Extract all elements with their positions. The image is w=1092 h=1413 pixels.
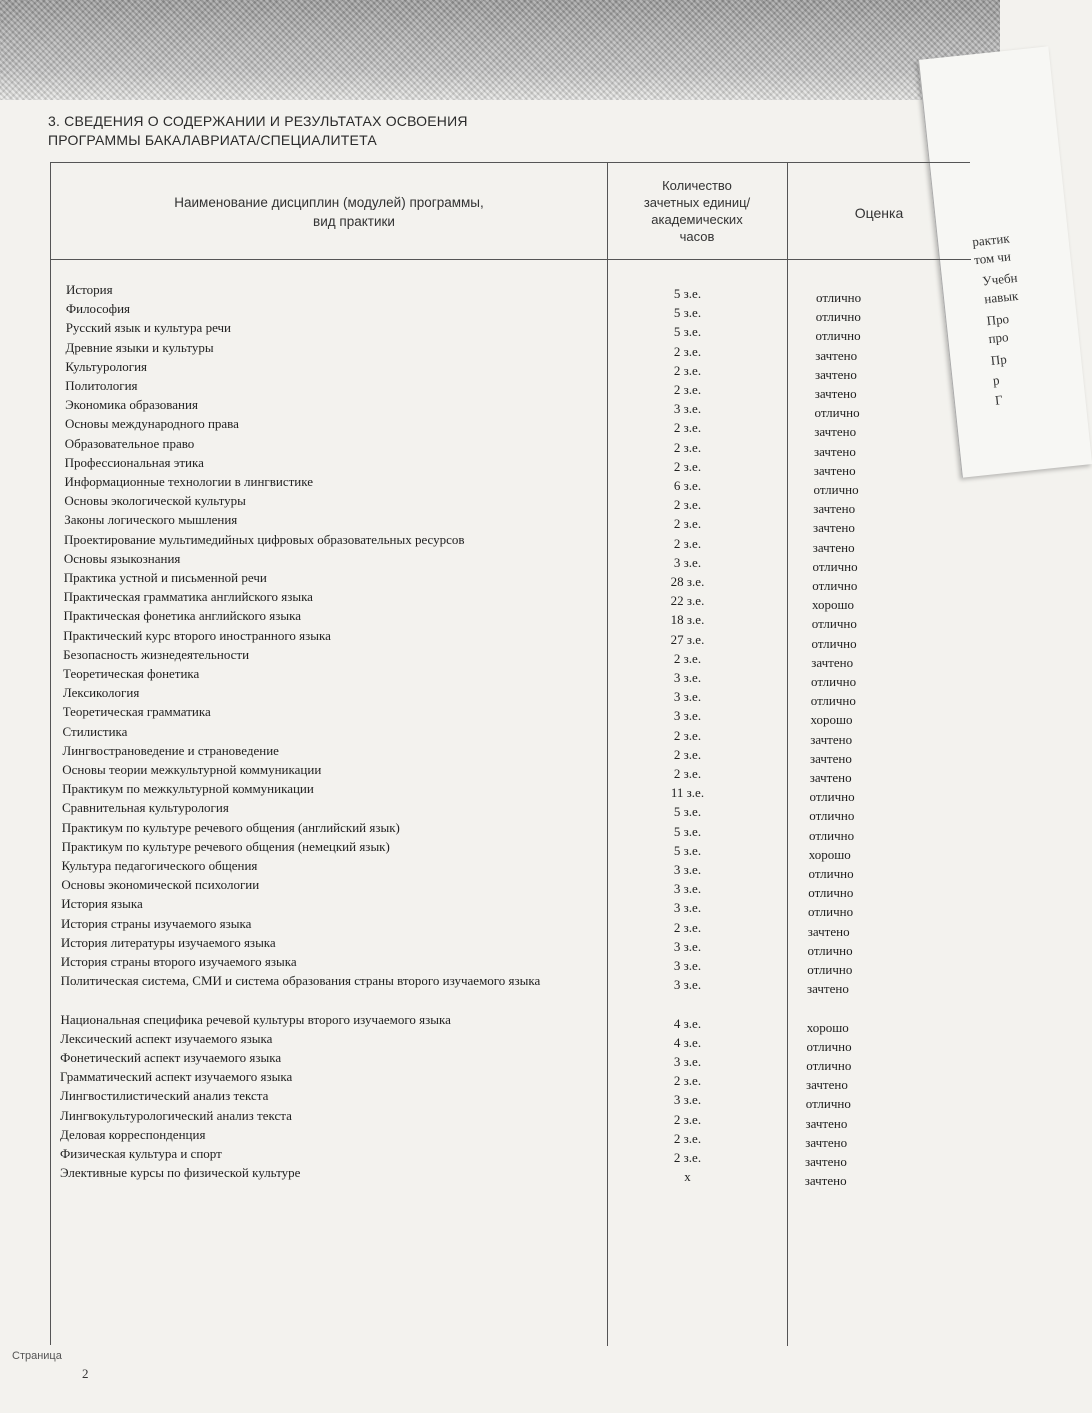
credit-units: 2 з.е. [673,746,702,762]
credit-units: 4 з.е. [673,1015,702,1031]
discipline-name: Сравнительная культурология [61,800,229,816]
grade: хорошо [808,846,851,862]
discipline-name: Практическая фонетика английского языка [63,608,302,624]
header-units-line1: Количество [662,178,732,193]
discipline-name: Практикум по культуре речевого общения (английский язык) [61,819,400,835]
grade: отлично [811,635,857,651]
grade: отлично [806,1038,852,1054]
grade: отлично [810,693,856,709]
discipline-name: Основы международного права [64,416,239,432]
credit-units: 22 з.е. [670,593,705,609]
credit-units: 3 з.е. [673,1092,702,1108]
discipline-name: Культура педагогического общения [61,858,258,873]
discipline-name: Основы теории межкультурной коммуникации [62,762,322,777]
credit-units: 5 з.е. [673,823,702,839]
credit-units: 2 з.е. [673,458,702,474]
credit-units: 2 з.е. [673,516,702,532]
section-title-line2: ПРОГРАММЫ БАКАЛАВРИАТА/СПЕЦИАЛИТЕТА [48,132,377,148]
side-paper-text: рактик [971,230,1011,250]
header-discipline-name [51,193,607,231]
header-name-line2: вид практики [313,214,395,229]
credit-units: 2 з.е. [673,343,702,359]
grade: отлично [805,1096,851,1112]
discipline-name: Деловая корреспонденция [60,1126,206,1142]
credit-units: x [684,1169,691,1185]
discipline-name: История страны второго изучаемого языка [60,954,297,969]
grade: отлично [807,942,853,958]
credit-units: 5 з.е. [673,305,702,321]
grade: отлично [815,328,861,344]
discipline-name: Лингвострановедение и страноведение [62,742,279,758]
discipline-name: Основы экономической психологии [61,877,260,893]
credit-units: 3 з.е. [673,977,702,993]
discipline-name: Политология [65,378,138,393]
discipline-name: Основы языкознания [63,550,181,566]
credit-units: 2 з.е. [673,1111,702,1127]
side-paper-text: Г [994,392,1004,408]
credit-units: 3 з.е. [673,708,702,724]
credit-units: 3 з.е. [673,689,702,705]
discipline-name: История страны изучаемого языка [61,915,252,931]
credit-units: 2 з.е. [673,919,702,935]
grade: отлично [813,482,859,497]
credit-units: 2 з.е. [673,535,702,551]
side-paper-text: том чи [973,248,1012,268]
header-name-line1: Наименование дисциплин (модулей) программы, [174,195,484,210]
credit-units: 5 з.е. [673,842,702,858]
grade: хорошо [806,1019,849,1035]
credit-units: 2 з.е. [673,362,702,378]
discipline-name: Русский язык и культура речи [65,320,232,336]
credit-units: 3 з.е. [673,554,702,570]
credit-units: 2 з.е. [673,420,702,436]
grade: отлично [807,962,853,977]
grade: зачтено [814,443,856,459]
discipline-name: Безопасность жизнедеятельности [63,646,250,662]
grade: зачтено [807,981,849,997]
grade: отлично [808,866,854,881]
credit-units: 5 з.е. [673,804,702,820]
grade: зачтено [807,923,850,939]
credit-units: 2 з.е. [673,439,702,455]
discipline-name: Профессиональная этика [64,454,204,470]
credit-units: 2 з.е. [673,1150,702,1165]
credit-units: 5 з.е. [673,286,702,301]
credit-units: 4 з.е. [673,1034,702,1050]
grade: зачтено [814,424,857,440]
credit-units: 2 з.е. [673,382,702,397]
discipline-name: Фонетический аспект изучаемого языка [60,1050,282,1065]
grade: хорошо [810,712,853,728]
grade: отлично [815,309,861,325]
discipline-name: Теоретическая грамматика [62,704,211,720]
grade: зачтено [814,386,857,401]
credit-units: 3 з.е. [673,1054,702,1069]
grade: отлично [808,904,854,920]
side-paper-text: навык [983,287,1019,307]
grade: зачтено [805,1134,848,1150]
credit-units: 2 з.е. [673,1130,702,1146]
discipline-name: Практический курс второго иностранного языка [63,627,331,643]
credit-units: 3 з.е. [673,670,702,685]
header-grade: Оценка [854,205,904,221]
discipline-name: Информационные технологии в лингвистике [64,474,313,489]
grade: отлично [816,290,862,305]
credit-units: 27 з.е. [670,631,705,647]
discipline-name: Практика устной и письменной речи [63,570,267,585]
credit-units: 2 з.е. [673,766,702,781]
discipline-name: Практическая грамматика английского языка [63,589,313,605]
discipline-name: Физическая культура и спорт [60,1146,222,1161]
grade: отлично [808,885,854,901]
grade: отлично [809,789,855,805]
grade: отлично [811,674,857,689]
section-title-line1: 3. СВЕДЕНИЯ О СОДЕРЖАНИИ И РЕЗУЛЬТАТАХ ОСВОЕНИЯ [48,113,468,129]
side-paper-text: про [987,329,1010,347]
page-number: 2 [82,1366,89,1381]
grade: зачтено [813,501,856,517]
grade: зачтено [811,654,854,670]
discipline-name: Теоретическая фонетика [63,666,200,681]
grade: зачтено [813,462,856,478]
discipline-name: Элективные курсы по физической культуре [60,1165,301,1181]
credit-units: 2 з.е. [673,497,702,513]
header-divider [51,259,971,260]
grade: отлично [812,558,858,574]
credit-units: 5 з.е. [673,324,702,340]
grade: зачтено [815,347,858,363]
discipline-name: Лексикология [62,685,140,701]
discipline-name: Лексический аспект изучаемого языка [60,1030,273,1046]
discipline-name: Экономика образования [65,397,198,413]
grade: зачтено [815,366,857,382]
grade: отлично [811,616,857,632]
discipline-name: Основы экологической культуры [64,493,246,509]
discipline-name: Философия [65,301,131,317]
header-units-line4: часов [679,229,715,244]
scan-noise-band [0,0,1000,100]
discipline-name: Древние языки и культуры [65,339,214,355]
grade: зачтено [810,750,852,766]
discipline-name: Практикум по межкультурной коммуникации [62,781,314,797]
discipline-name: История [66,282,113,297]
grade: зачтено [813,520,855,536]
grade: зачтено [805,1154,847,1169]
grade: зачтено [812,539,855,555]
discipline-name: Лингвостилистический анализ текста [60,1088,269,1104]
page-label: Страница [12,1350,62,1362]
discipline-name: Законы логического мышления [64,512,238,528]
discipline-name: Грамматический аспект изучаемого языка [60,1069,293,1085]
credit-units: 3 з.е. [673,881,702,897]
grade: зачтено [809,770,852,785]
discipline-name: История языка [61,896,143,912]
credit-units: 2 з.е. [673,650,702,666]
discipline-name: Культурология [65,358,148,374]
grade: хорошо [812,597,855,613]
credit-units: 2 з.е. [673,1073,702,1089]
credit-units: 3 з.е. [673,900,702,916]
grade: отлично [814,405,860,421]
credit-units: 2 з.е. [673,727,702,743]
side-paper-text: Учебн [981,269,1019,289]
credit-units: 28 з.е. [670,574,705,589]
side-paper-text: Пр [990,351,1008,368]
grade: зачтено [806,1077,848,1093]
credit-units: 3 з.е. [673,862,702,877]
credit-units: 18 з.е. [670,612,705,628]
credit-units: 6 з.е. [673,478,702,493]
side-paper-text: р [992,372,1001,388]
grade: зачтено [805,1115,848,1131]
grade: зачтено [804,1173,847,1189]
discipline-name: Стилистика [62,723,128,739]
discipline-name: Проектирование мультимедийных цифровых образовательных ресурсов [64,531,465,547]
header-credit-units [607,177,787,245]
grade: отлично [809,827,855,843]
credit-units: 3 з.е. [673,401,702,417]
grade: отлично [809,808,855,824]
column-divider-grade [787,163,788,1346]
grade: зачтено [810,731,853,747]
discipline-name: Образовательное право [64,435,195,451]
credit-units: 3 з.е. [673,958,702,973]
discipline-name: Национальная специфика речевой культуры второго изучаемого языка [60,1011,451,1027]
grade: отлично [812,578,858,593]
discipline-name: Лингвокультурологический анализ текста [60,1107,292,1123]
header-units-line3: академических [651,212,743,227]
grade: отлично [806,1058,852,1073]
discipline-name: История литературы изучаемого языка [60,934,276,950]
credit-units: 11 з.е. [670,785,705,801]
discipline-name: Политическая система, СМИ и система образования страны второго изучаемого языка [60,973,541,989]
section-title [48,112,608,150]
side-paper-text: Про [985,310,1010,329]
credit-units: 3 з.е. [673,938,702,954]
header-units-line2: зачетных единиц/ [643,195,751,210]
discipline-name: Практикум по культуре речевого общения (немецкий язык) [61,838,390,854]
